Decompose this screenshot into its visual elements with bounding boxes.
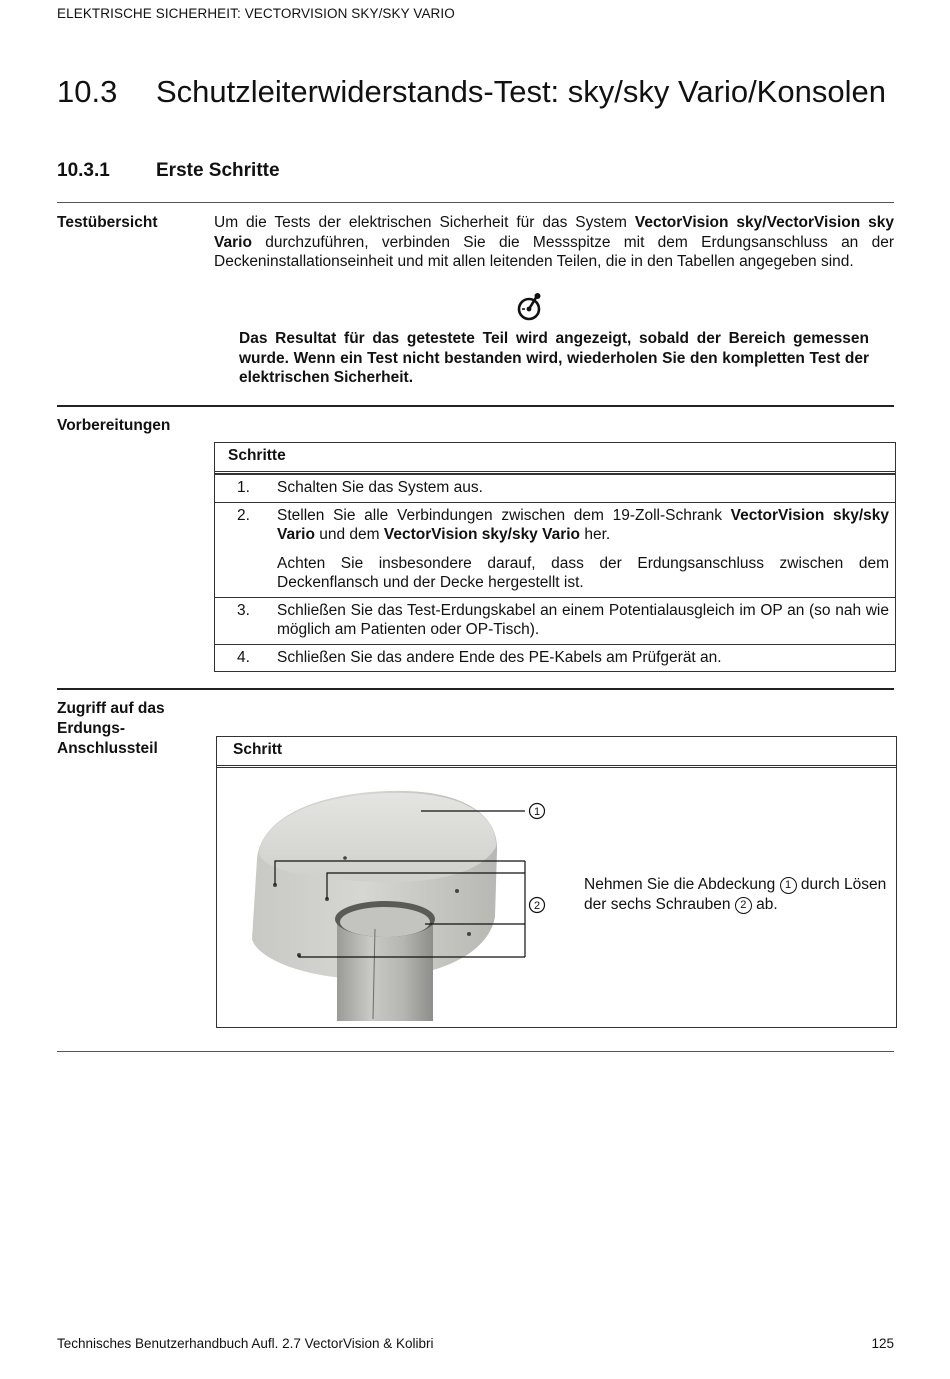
measurement-gauge-icon [516,292,544,327]
step-text: Schließen Sie das andere Ende des PE-Kabels am Prüfgerät an. [277,648,722,666]
callout-2-inline: 2 [735,897,752,914]
table-row [215,644,895,672]
note-text: Das Resultat für das getestete Teil wird angezeigt, sobald der Bereich gemessen wurde. Wenn ein Test nicht bestanden wird, wiederholen Sie den kompletten Test der elektrischen Sicherheit. [239,330,869,386]
access-label: Zugriff auf das Erdungs- Anschlussteil [57,700,165,757]
step-number: 1. [237,479,250,496]
access-step-table [216,736,897,1028]
subsection-number: 10.3.1 [57,160,110,181]
page-number: 125 [871,1336,894,1351]
access-step-caption: Nehmen Sie die Abdeckung 1 durch Lösen der sechs Schrauben 2 ab. [584,876,887,913]
footer-manual-title: Technisches Benutzerhandbuch Aufl. 2.7 VectorVision & Kolibri [57,1336,434,1351]
section-number: 10.3 [57,74,118,109]
divider [57,405,894,407]
steps-table [214,442,896,672]
divider [57,688,894,690]
step-text: Schalten Sie das System aus. [277,479,483,496]
overview-label: Testübersicht [57,214,158,231]
running-header: ELEKTRISCHE SICHERHEIT: VECTORVISION SKY/SKY VARIO [57,6,455,21]
callout-2-label: 2 [533,900,541,912]
callout-1-inline: 1 [780,877,797,894]
subsection-title: Erste Schritte [156,160,280,181]
table-row [215,474,895,502]
step-number: 3. [237,601,250,619]
callout-1-label: 1 [533,806,541,818]
steps-table-header: Schritte [215,443,895,474]
step-text: Stellen Sie alle Verbindungen zwischen dem 19-Zoll-Schrank VectorVision sky/sky Vario und dem VectorVision sky/sky Vario her. Achten Sie insbesondere darauf, dass der Erdungsanschluss zwischen dem Deckenflansch und der Decke hergestellt ist. [277,506,889,591]
table-row [215,597,895,644]
preparations-label: Vorbereitungen [57,417,171,434]
overview-text: Um die Tests der elektrischen Sicherheit für das System VectorVision sky/VectorVision sky Vario durchzuführen, verbinden Sie die Messspitze mit dem Erdungsanschluss an der Deckeninstallationseinheit und mit allen leitenden Teilen, die in den Tabellen angegeben sind. [214,214,895,270]
ceiling-flange-photo [247,789,567,1021]
step-number: 2. [237,506,250,524]
table-row [215,502,895,597]
divider [57,1051,894,1052]
step-number: 4. [237,648,250,666]
divider [57,202,894,203]
step-text: Schließen Sie das Test-Erdungskabel an einem Potentialausgleich im OP an (so nah wie möglich am Patienten oder OP-Tisch). [277,601,889,638]
section-title: Schutzleiterwiderstands-Test: sky/sky Vario/Konsolen [156,74,886,109]
access-table-header: Schritt [217,737,896,768]
